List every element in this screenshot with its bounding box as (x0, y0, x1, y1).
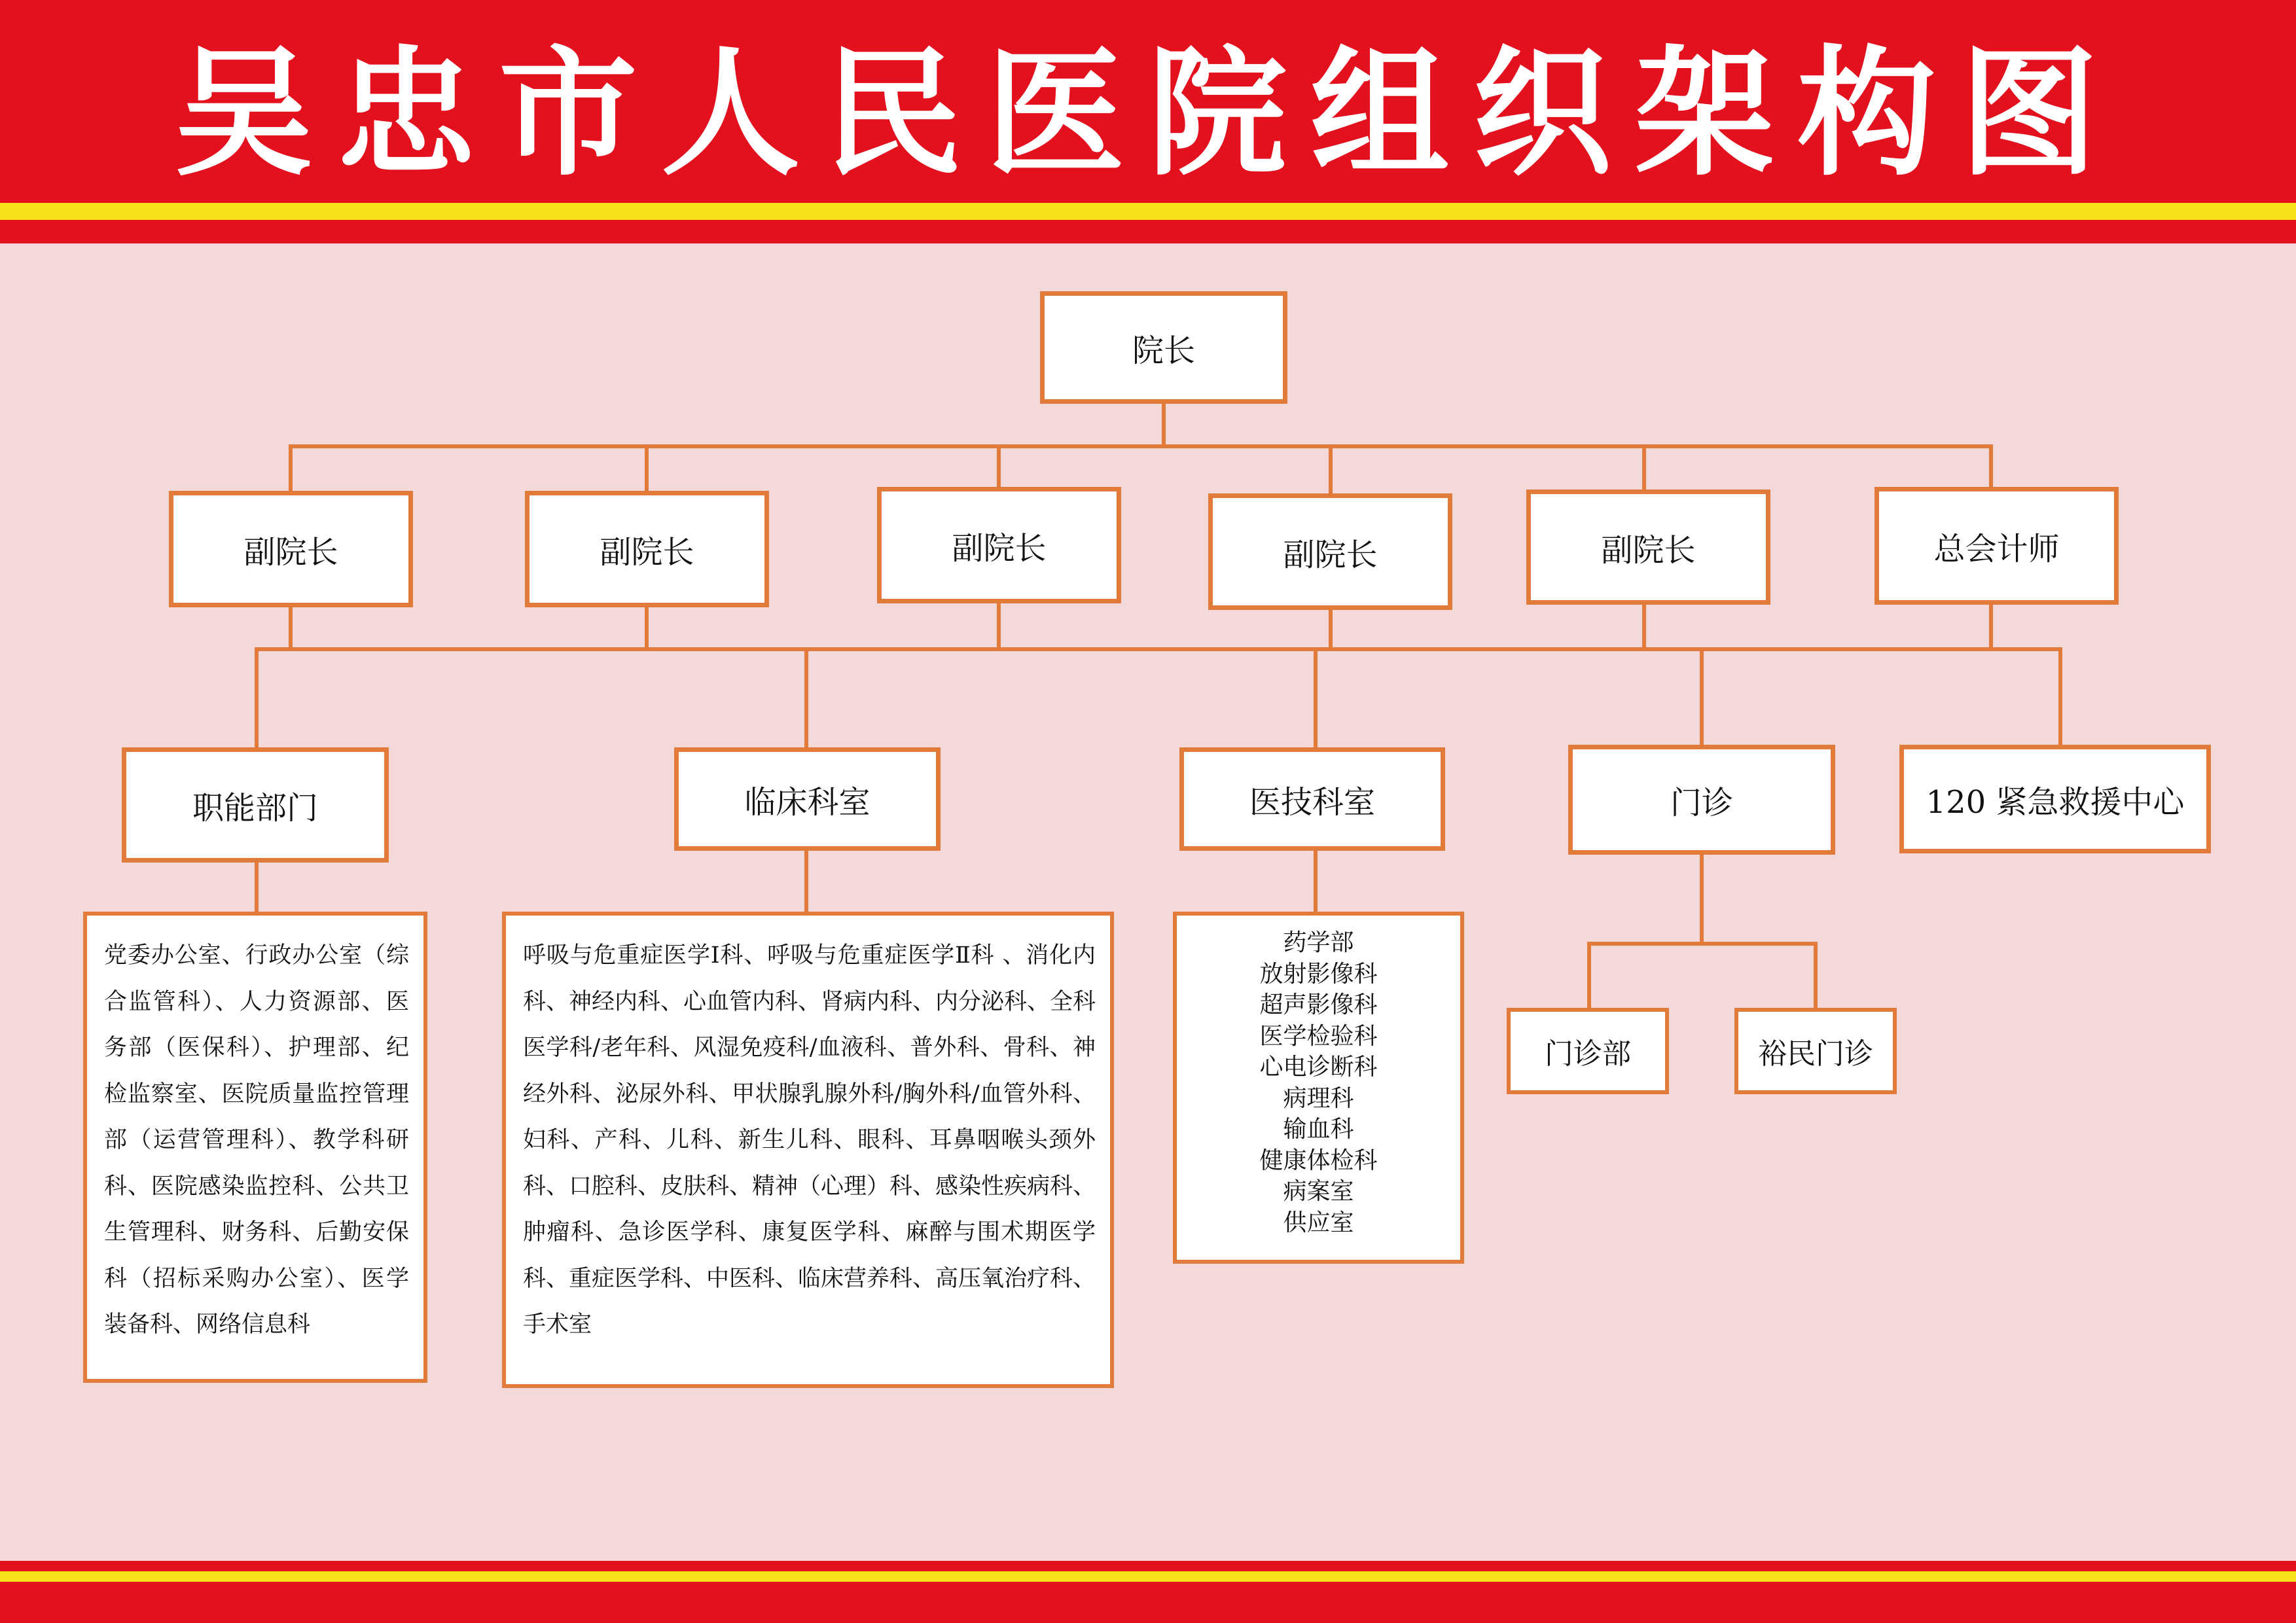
medtech-item: 放射影像科 (1259, 960, 1378, 988)
medtech-division-label: 医技科室 (1249, 783, 1375, 821)
admin-department-text: 党委办公室、行政办公室（综合监管科）、人力资源部、医务部（医保科）、护理部、纪检监察室、医院质量监控管理部（运营管理科）、教学科研科、医院感染监控科、公共卫生管理科、财务科、后勤安保科（招标采购办公室）、医学装备科、网络信息科 (104, 942, 409, 1338)
medtech-item: 健康体检科 (1259, 1147, 1378, 1174)
vice-president-box (169, 491, 413, 607)
medtech-department-list (1173, 912, 1464, 1264)
president-label: 院长 (1132, 332, 1195, 369)
medtech-item: 输血科 (1283, 1116, 1354, 1143)
admin-department-list (83, 912, 427, 1383)
president-box (1040, 291, 1287, 404)
clinical-division-label: 临床科室 (744, 783, 870, 821)
emergency-center-box (1899, 745, 2211, 853)
medtech-item: 病理科 (1283, 1084, 1354, 1112)
vice-president-box (525, 491, 769, 607)
footer-stripe-red (0, 1561, 2296, 1571)
clinical-department-text: 呼吸与危重症医学Ⅰ科、呼吸与危重症医学Ⅱ科 、消化内科、神经内科、心血管内科、肾病内科、内分泌科、全科医学科/老年科、风湿免疫科/血液科、普外科、骨科、神经外科、泌尿外科、甲状腺乳腺外科/胸外科/血管外科、妇科、产科、儿科、新生儿科、眼科、耳鼻咽喉头颈外科、口腔科、皮肤科、精神（心理）科、感染性疾病科、肿瘤科、急诊医学科、康复医学科、麻醉与围术期医学科、重症医学科、中医科、临床营养科、高压氧治疗科、手术室 (523, 942, 1096, 1338)
clinical-division-box (674, 747, 941, 851)
outpatient-division-label: 门诊 (1670, 784, 1733, 821)
medtech-division-box (1179, 747, 1445, 851)
vice-president-label: 副院长 (600, 533, 694, 571)
medtech-item: 医学检验科 (1259, 1022, 1378, 1050)
yumin-clinic-box (1734, 1008, 1897, 1094)
vice-president-box (1526, 490, 1770, 605)
footer-stripe-yellow (0, 1571, 2296, 1582)
vice-president-label: 副院长 (243, 533, 338, 571)
clinical-department-list (502, 912, 1114, 1388)
footer-banner (0, 1582, 2296, 1623)
medtech-item: 超声影像科 (1259, 991, 1378, 1018)
emergency-center-label: 120 紧急救援中心 (1926, 783, 2185, 821)
medtech-item: 供应室 (1283, 1209, 1354, 1236)
vice-president-label: 副院长 (1601, 531, 1696, 569)
medtech-item: 药学部 (1283, 929, 1354, 956)
admin-division-box (122, 747, 389, 863)
page-title: 吴忠市人民医院组织架构图 (174, 32, 2122, 194)
chief-accountant-label: 总会计师 (1933, 530, 2060, 567)
outpatient-division-box (1568, 745, 1835, 855)
medtech-item: 病案室 (1283, 1178, 1354, 1205)
vice-president-label: 副院长 (1283, 536, 1378, 573)
vice-president-label: 副院长 (952, 529, 1047, 567)
outpatient-dept-box (1507, 1008, 1669, 1094)
chief-accountant-box (1874, 487, 2119, 605)
medtech-item: 心电诊断科 (1259, 1054, 1378, 1080)
admin-division-label: 职能部门 (192, 789, 318, 827)
yumin-clinic-label: 裕民门诊 (1758, 1037, 1873, 1071)
outpatient-dept-label: 门诊部 (1545, 1037, 1631, 1071)
vice-president-box (877, 487, 1121, 603)
vice-president-box (1208, 493, 1452, 610)
